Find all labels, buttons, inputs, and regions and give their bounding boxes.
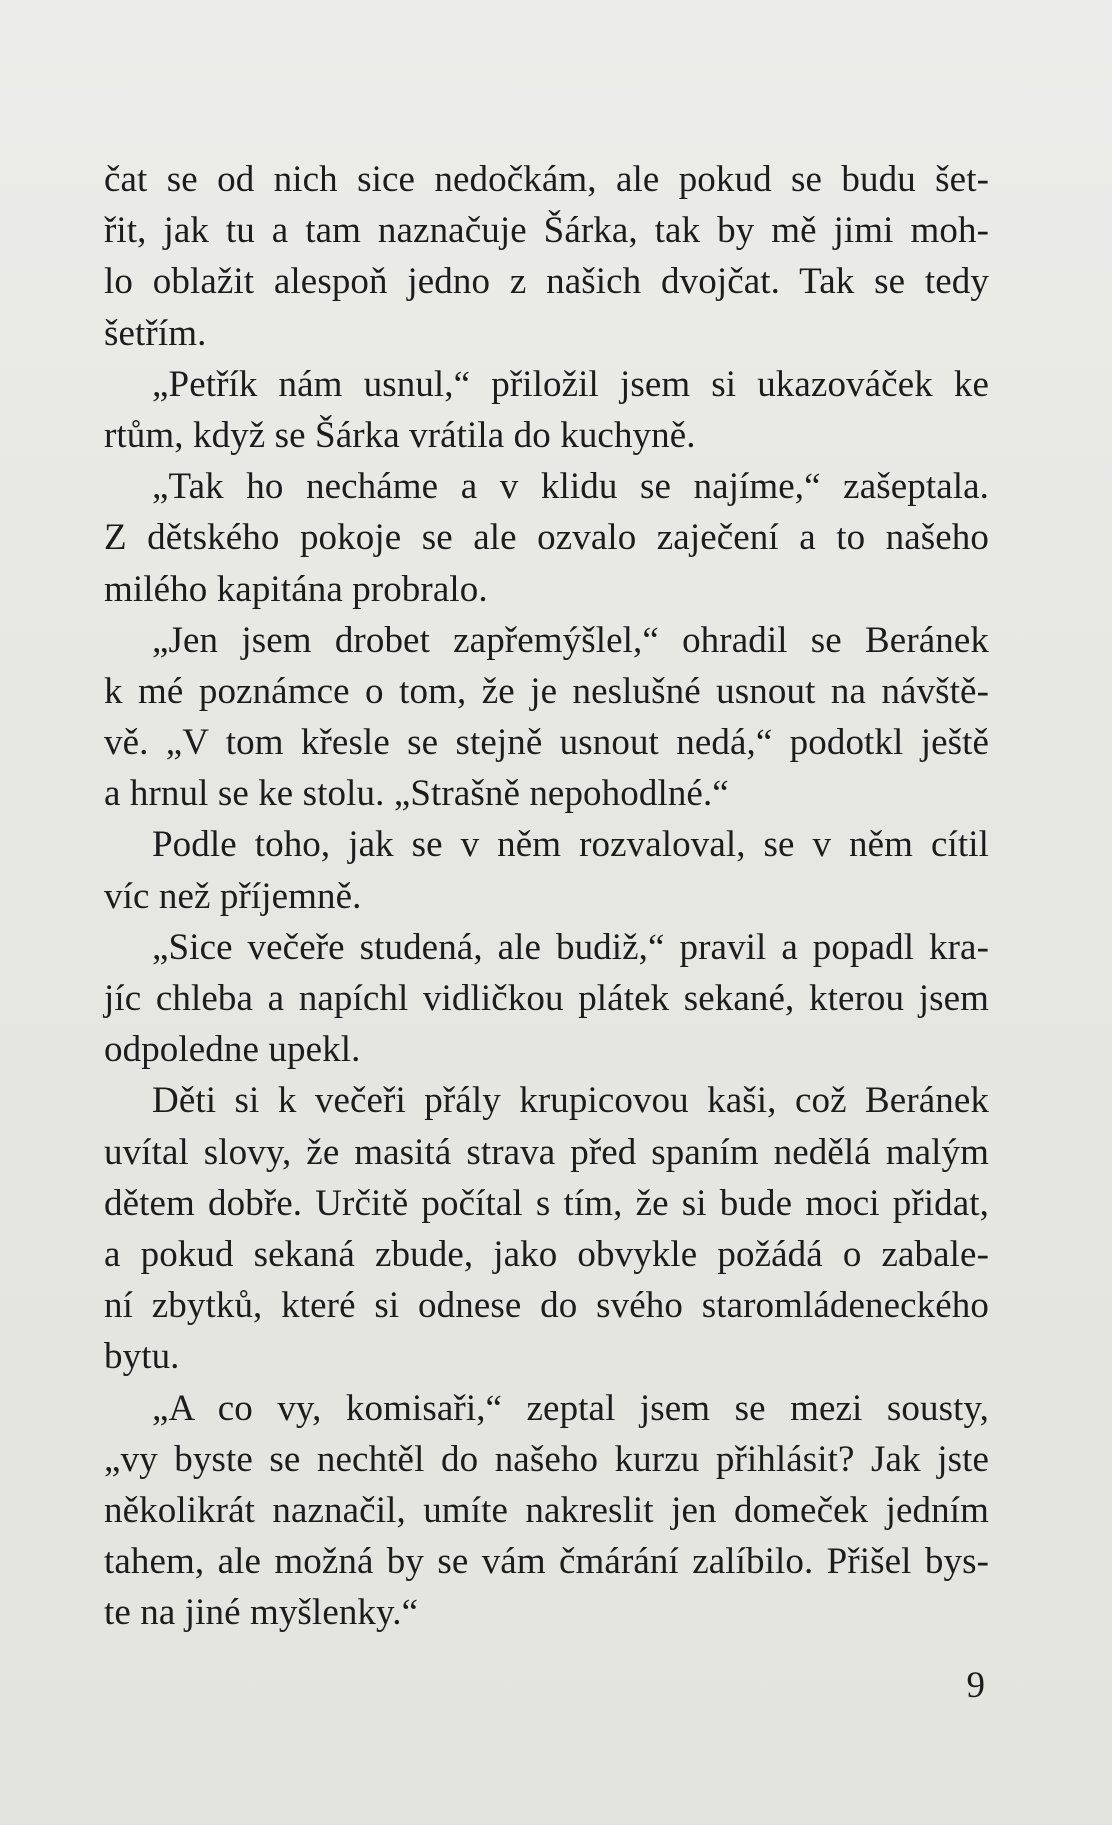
text-line: k mé poznámce o tom, že je neslušné usnout na návště- (104, 670, 989, 712)
text-line: několikrát naznačil, umíte nakreslit jen domeček jedním (104, 1489, 989, 1531)
text-line: tahem, ale možná by se vám čmárání zalíbilo. Přišel bys- (104, 1541, 989, 1583)
text-line: rtům, když se Šárka vrátila do kuchyně. (104, 414, 696, 456)
text-line: uvítal slovy, že masitá strava před spaním nedělá malým (104, 1131, 989, 1173)
text-line: víc než příjemně. (104, 875, 362, 917)
paragraph-first-line: Děti si k večeři přály krupicovou kaši, což Beránek (152, 1080, 989, 1122)
text-line: čat se od nich sice nedočkám, ale pokud se budu šet- (104, 159, 989, 200)
text-line: bytu. (104, 1336, 180, 1378)
text-line: lo oblažit alespoň jedno z našich dvojčat. Tak se tedy (104, 261, 989, 303)
paragraph-first-line: „A co vy, komisaři,“ zeptal jsem se mezi sousty, (152, 1387, 989, 1429)
paragraph-first-line: „Tak ho necháme a v klidu se najíme,“ zašeptala. (152, 466, 989, 508)
paragraph-first-line: „Petřík nám usnul,“ přiložil jsem si ukazováček ke (152, 363, 989, 405)
text-line: jíc chleba a napíchl vidličkou plátek sekané, kterou jsem (104, 978, 989, 1019)
body-text (104, 154, 989, 1638)
text-line: te na jiné myšlenky.“ (104, 1592, 419, 1634)
text-line: a hrnul se ke stolu. „Strašně nepohodlné.“ (104, 773, 729, 815)
text-line: „vy byste se nechtěl do našeho kurzu přihlásit? Jak jste (104, 1438, 989, 1480)
text-line: Z dětského pokoje se ale ozvalo zaječení a to našeho (104, 517, 989, 559)
text-line: řit, jak tu a tam naznačuje Šárka, tak by mě jimi moh- (104, 210, 989, 252)
text-line: odpoledne upekl. (104, 1029, 361, 1071)
text-line: ní zbytků, které si odnese do svého staromládeneckého (104, 1285, 989, 1327)
text-line: šetřím. (104, 312, 207, 354)
paragraph-first-line: „Sice večeře studená, ale budiž,“ pravil a popadl kra- (152, 926, 989, 968)
text-line: dětem dobře. Určitě počítal s tím, že si bude moci přidat, (104, 1182, 989, 1224)
text-line: milého kapitána probralo. (104, 568, 488, 610)
paragraph-first-line: Podle toho, jak se v něm rozvaloval, se v něm cítil (152, 824, 989, 866)
text-line: a pokud sekaná zbude, jako obvykle požádá o zabale- (104, 1233, 989, 1275)
page-number: 9 (966, 1665, 985, 1706)
paragraph-first-line: „Jen jsem drobet zapřemýšlel,“ ohradil se Beránek (152, 619, 989, 661)
text-line: vě. „V tom křesle se stejně usnout nedá,“ podotkl ještě (104, 722, 989, 764)
